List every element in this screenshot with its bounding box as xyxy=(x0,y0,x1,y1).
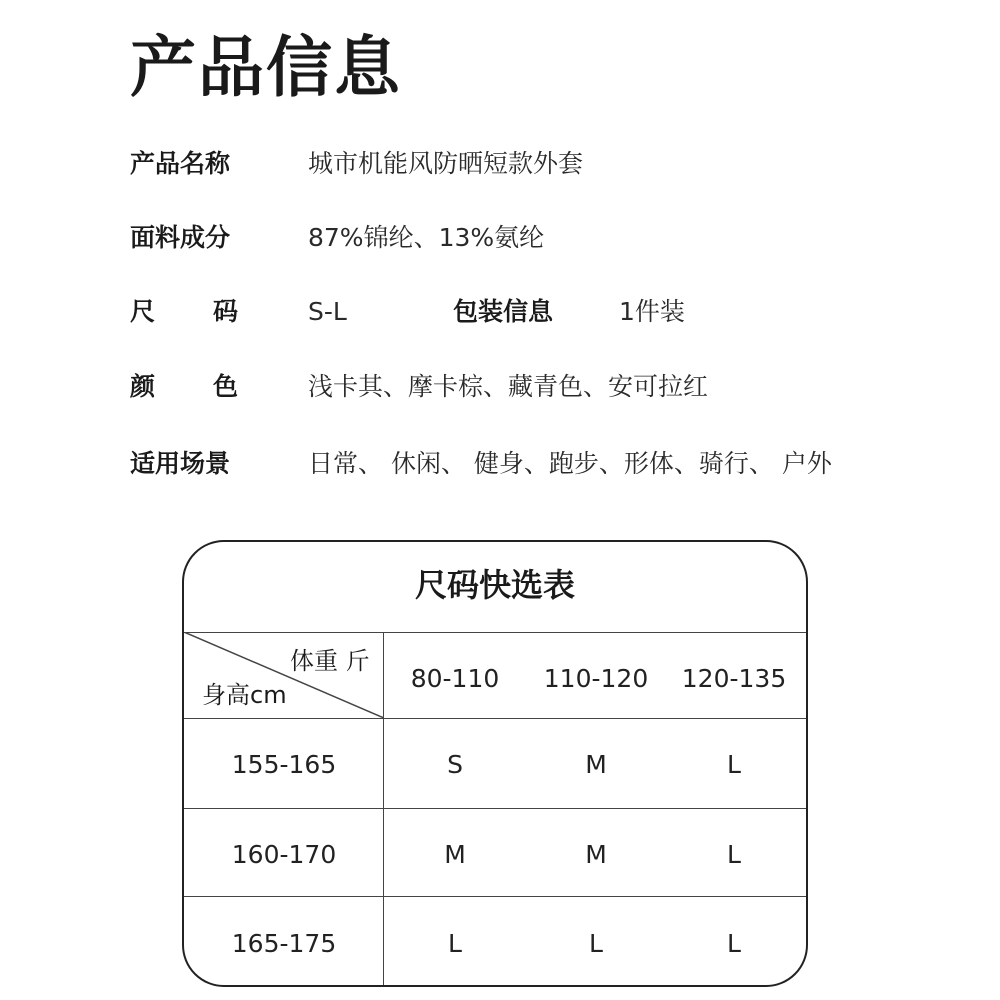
color-label-char-2: 色 xyxy=(212,372,238,401)
package-value: 1件装 xyxy=(619,297,685,326)
row-2-divider xyxy=(184,896,806,897)
height-row-label: 160-170 xyxy=(231,840,337,869)
corner-weight-label: 体重 斤 xyxy=(290,647,370,675)
scene-label: 适用场景 xyxy=(130,449,231,478)
size-cell: L xyxy=(589,929,603,958)
fabric-value: 87%锦纶、13%氨纶 xyxy=(308,223,545,252)
color-label-char-1: 颜 xyxy=(130,372,156,401)
weight-column-header: 110-120 xyxy=(543,664,649,693)
color-value: 浅卡其、摩卡棕、藏青色、安可拉红 xyxy=(308,372,709,401)
row-1-divider xyxy=(184,808,806,809)
size-label-char-2: 码 xyxy=(212,297,238,326)
size-chart-card xyxy=(182,540,808,987)
size-cell: M xyxy=(444,840,466,869)
size-cell: L xyxy=(727,840,741,869)
product-name-label: 产品名称 xyxy=(130,149,231,178)
size-cell: L xyxy=(727,929,741,958)
weight-column-header: 80-110 xyxy=(410,664,500,693)
size-cell: L xyxy=(448,929,462,958)
size-value: S-L xyxy=(308,297,347,326)
scene-value: 日常、 休闲、 健身、跑步、形体、骑行、 户外 xyxy=(308,449,832,478)
fabric-label: 面料成分 xyxy=(130,223,231,252)
package-label: 包装信息 xyxy=(453,297,554,326)
size-cell: S xyxy=(447,750,463,779)
size-label-char-1: 尺 xyxy=(130,297,156,326)
corner-height-label: 身高cm xyxy=(202,681,287,709)
height-row-label: 165-175 xyxy=(231,929,337,958)
product-name-value: 城市机能风防晒短款外套 xyxy=(308,149,584,178)
size-label xyxy=(130,294,238,330)
height-row-label: 155-165 xyxy=(231,750,337,779)
color-label xyxy=(130,369,238,405)
size-cell: L xyxy=(727,750,741,779)
size-cell: M xyxy=(585,750,607,779)
size-chart-title: 尺码快选表 xyxy=(414,566,575,604)
size-cell: M xyxy=(585,840,607,869)
weight-column-header: 120-135 xyxy=(681,664,787,693)
page-title: 产品信息 xyxy=(130,29,402,106)
